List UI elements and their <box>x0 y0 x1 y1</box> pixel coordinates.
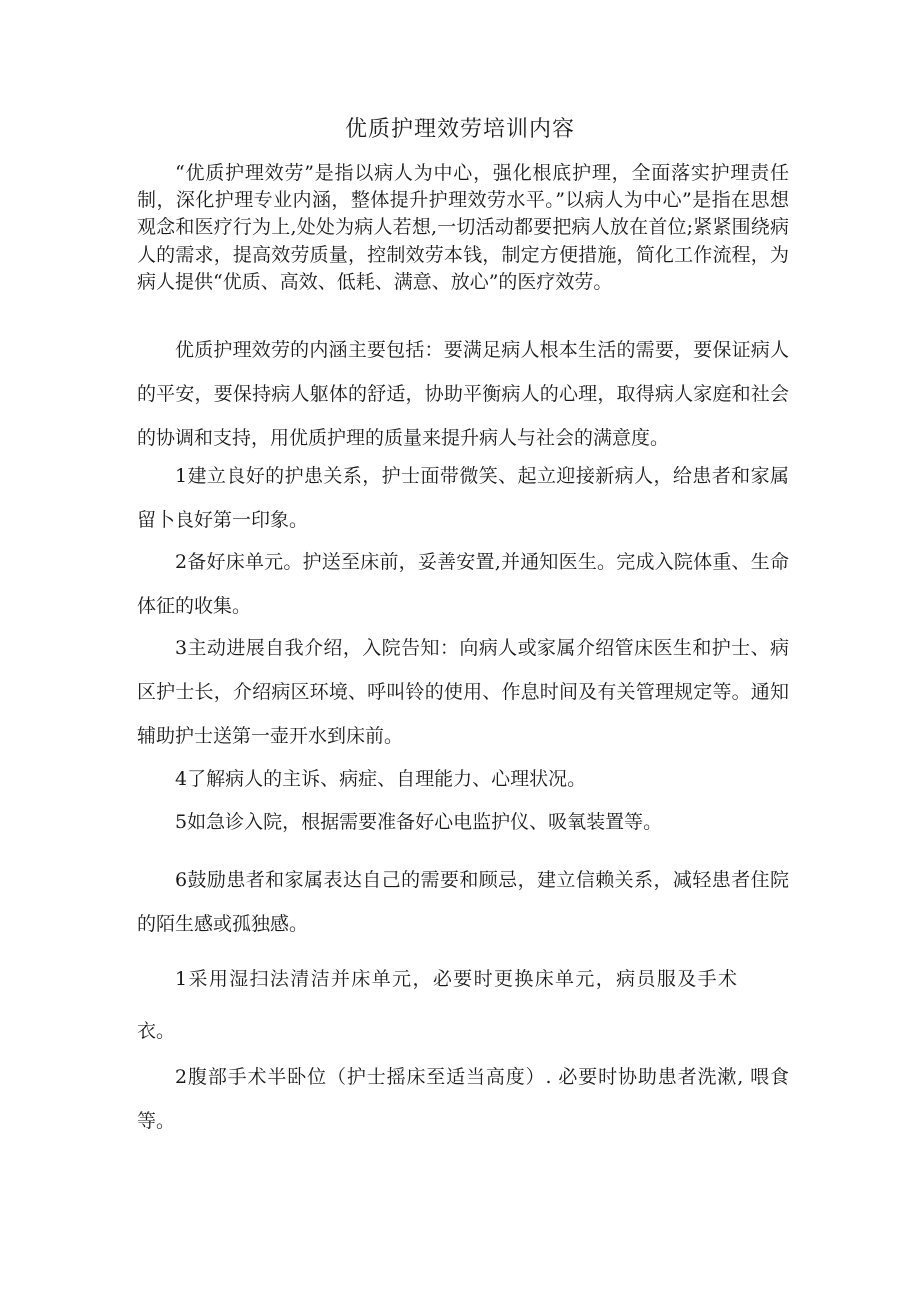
list-item: 4了解病人的主诉、病症、自理能力、心理状况。 <box>175 768 587 790</box>
list-item: 5如急诊入院，根据需要准备好心电监护仪、吸氧装置等。 <box>175 811 663 833</box>
list-item: 2备好床单元。护送至床前，妥善安置,并通知医生。完成入院体重、生命体征的收集。 <box>137 551 789 617</box>
page-title: 优质护理效劳培训内容 <box>344 117 575 142</box>
list-item: 1建立良好的护患关系，护士面带微笑、起立迎接新病人，给患者和家属留卜良好第一印象。 <box>137 465 789 531</box>
list-item: 6鼓励患者和家属表达自己的需要和顾忌，建立信赖关系，减轻患者住院的陌生感或孤独感。 <box>137 869 789 935</box>
list-item: 3主动进展自我介绍，入院告知：向病人或家属介绍管床医生和护士、病区护士长，介绍病区环境、呼叫铃的使用、作息时间及有关管理规定等。通知辅助护士送第一壶开水到床前。 <box>137 637 789 747</box>
intro-paragraph: “优质护理效劳”是指以病人为中心，强化根底护理，全面落实护理责任制，深化护理专业内涵，整体提升护理效劳水平。”以病人为中心”是指在思想观念和医疗行为上,处处为病人若想,一切活动都要把病人放在首位;紧紧围绕病人的需求，提高效劳质量，控制效劳本钱，制定方便措施，简化工作流程，为病人提供“优质、高效、低耗、满意、放心”的医疗效劳。 <box>137 162 789 293</box>
list-item: 1采用湿扫法清洁并床单元，必要时更换床单元，病员服及手术衣。 <box>137 968 737 1042</box>
connotation-paragraph: 优质护理效劳的内涵主要包括：要满足病人根本生活的需要，要保证病人的平安，要保持病人躯体的舒适，协助平衡病人的心理，取得病人家庭和社会的协调和支持，用优质护理的质量来提升病人与社会的满意度。 <box>137 339 789 449</box>
list-item: 2腹部手术半卧位（护士摇床至适当高度）. 必要时协助患者洗漱, 喂食等。 <box>137 1066 789 1132</box>
